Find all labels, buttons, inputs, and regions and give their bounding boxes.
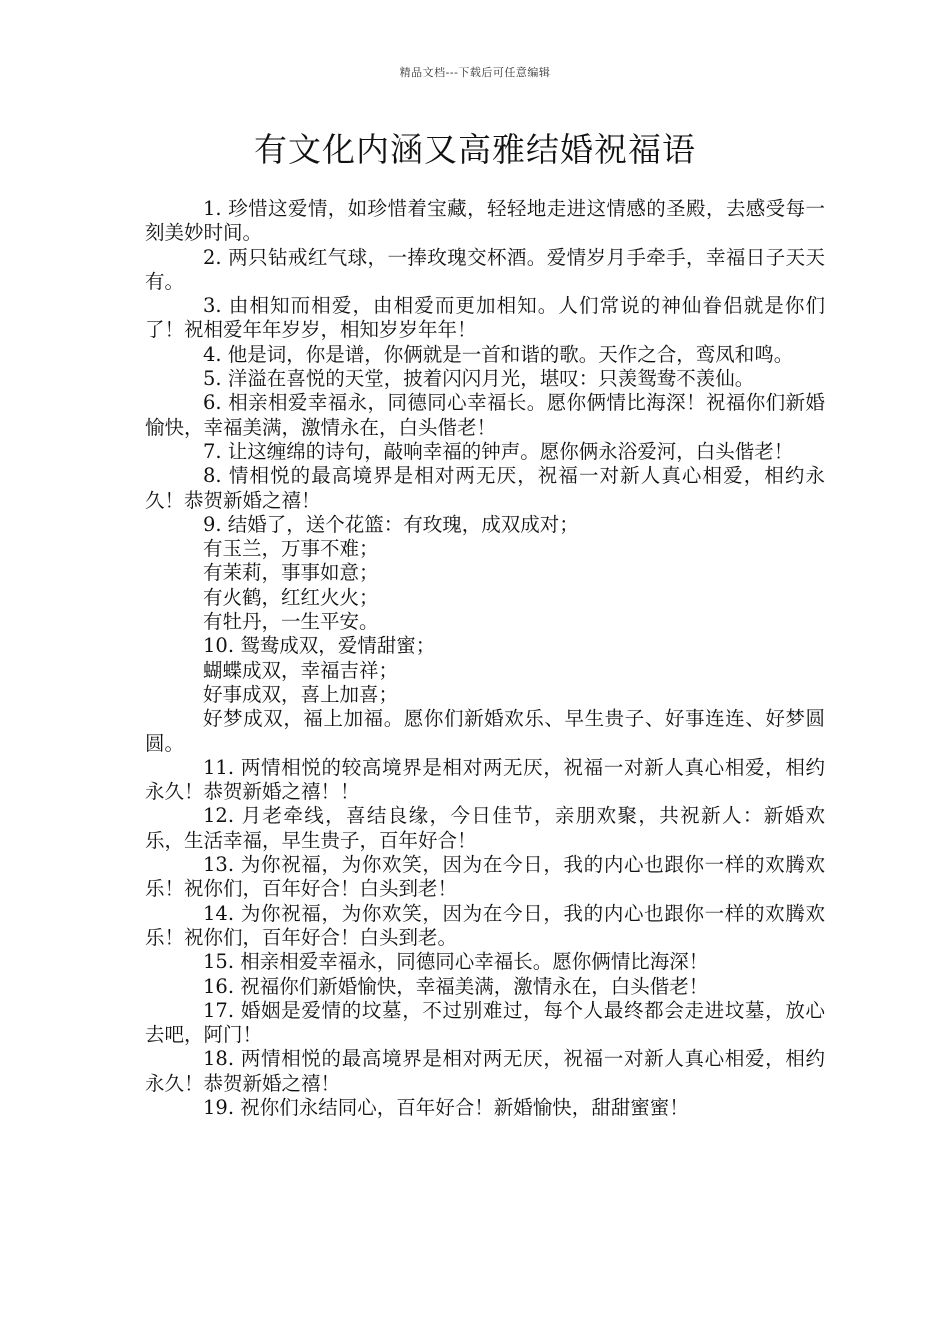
blessing-item-9-line: 有玉兰，万事不难； — [203, 537, 379, 561]
blessing-item-10-line: 好事成双，喜上加喜； — [203, 682, 399, 706]
blessing-item-1: 1. 珍惜这爱情，如珍惜着宝藏，轻轻地走进这情感的圣殿，去感受每一刻美妙时间。 — [145, 197, 825, 245]
blessing-item-8: 8. 情相悦的最高境界是相对两无厌，祝福一对新人真心相爱，相约永久！恭贺新婚之禧！ — [145, 464, 825, 512]
blessing-item-2: 2. 两只钻戒红气球，一捧玫瑰交杯酒。爱情岁月手牵手，幸福日子天天有。 — [145, 245, 825, 293]
blessing-item-10-line: 蝴蝶成双，幸福吉祥； — [203, 658, 399, 682]
blessing-item-14: 14. 为你祝福，为你欢笑，因为在今日，我的内心也跟你一样的欢腾欢乐！祝你们，百年好合！白头到老。 — [145, 901, 825, 949]
blessing-item-15: 15. 相亲相爱幸福永，同德同心幸福长。愿你俩情比海深！ — [203, 950, 709, 974]
blessing-item-17: 17. 婚姻是爱情的坟墓，不过别难过，每个人最终都会走进坟墓，放心去吧，阿门！ — [145, 998, 825, 1047]
blessing-item-11: 11. 两情相悦的较高境界是相对两无厌，祝福一对新人真心相爱，相约永久！恭贺新婚之禧！！ — [145, 755, 825, 804]
blessing-item-10-line: 好梦成双，福上加福。愿你们新婚欢乐、早生贵子、好事连连、好梦圆圆。 — [145, 707, 825, 755]
blessing-item-5: 5. 洋溢在喜悦的天堂，披着闪闪月光，堪叹：只羡鸳鸯不羡仙。 — [203, 367, 755, 391]
blessing-item-9-line: 有茉莉，事事如意； — [203, 561, 379, 585]
blessing-item-12: 12. 月老牵线，喜结良缘，今日佳节，亲朋欢聚，共祝新人：新婚欢乐，生活幸福，早生贵子，百年好合！ — [145, 804, 825, 852]
blessing-item-19: 19. 祝你们永结同心，百年好合！新婚愉快，甜甜蜜蜜！ — [203, 1095, 689, 1119]
blessing-item-9: 9. 结婚了，送个花篮：有玫瑰，成双成对； — [203, 512, 579, 536]
blessing-item-9-line: 有牡丹，一生平安。 — [203, 610, 379, 634]
blessing-item-16: 16. 祝福你们新婚愉快，幸福美满，激情永在，白头偕老！ — [203, 974, 709, 998]
blessing-item-6: 6. 相亲相爱幸福永，同德同心幸福长。愿你俩情比海深！祝福你们新婚愉快，幸福美满，激情永在，白头偕老！ — [145, 391, 825, 439]
blessing-item-7: 7. 让这缠绵的诗句，敲响幸福的钟声。愿你俩永浴爱河，白头偕老！ — [203, 439, 794, 463]
blessing-item-10: 10. 鸳鸯成双，爱情甜蜜； — [203, 634, 436, 658]
document-body — [145, 197, 825, 1120]
page-title: 有文化内涵又高雅结婚祝福语 — [254, 130, 696, 169]
blessing-item-9-line: 有火鹤，红红火火； — [203, 585, 379, 609]
blessing-item-13: 13. 为你祝福，为你欢笑，因为在今日，我的内心也跟你一样的欢腾欢乐！祝你们，百年好合！白头到老！ — [145, 853, 825, 901]
blessing-item-3: 3. 由相知而相爱，由相爱而更加相知。人们常说的神仙眷侣就是你们了！祝相爱年年岁岁，相知岁岁年年！ — [145, 294, 825, 342]
header-note: 精品文档---下载后可任意编辑 — [399, 66, 551, 79]
blessing-item-4: 4. 他是词，你是谱，你俩就是一首和谐的歌。天作之合，鸾凤和鸣。 — [203, 342, 794, 366]
blessing-item-18: 18. 两情相悦的最高境界是相对两无厌，祝福一对新人真心相爱，相约永久！恭贺新婚之禧！ — [145, 1047, 825, 1095]
